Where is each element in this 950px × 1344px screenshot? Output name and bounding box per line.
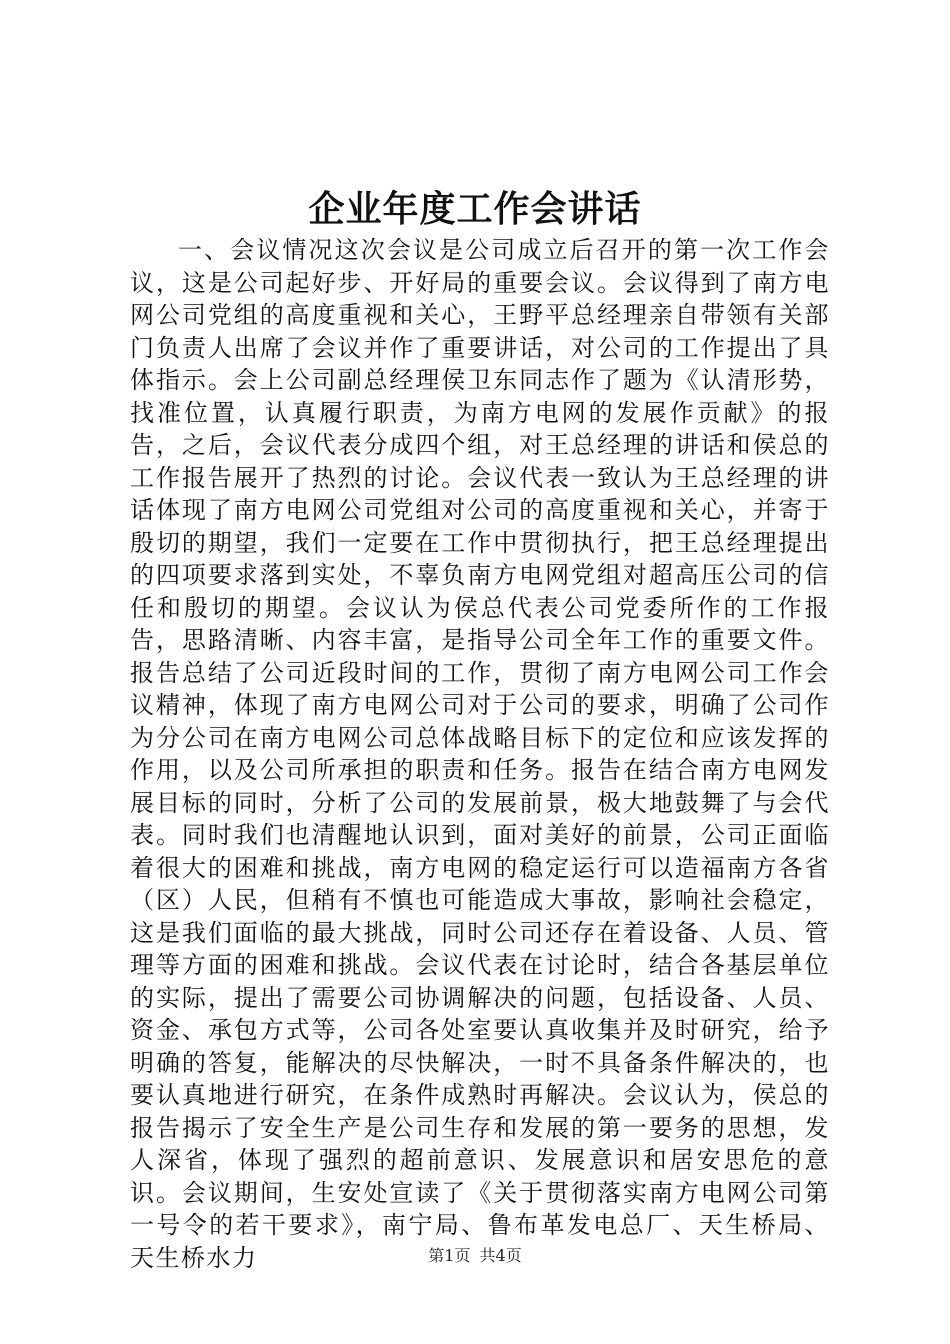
document-title: 企业年度工作会讲话 <box>308 188 642 230</box>
page-total: 共4页 <box>479 1246 522 1265</box>
page-number: 第1页 <box>428 1246 471 1265</box>
body-paragraph: 一、会议情况这次会议是公司成立后召开的第一次工作会议，这是公司起好步、开好局的重要会议。会议得到了南方电网公司党组的高度重视和关心，王野平总经理亲自带领有关部门负责人出席了会议并作了重要讲话，对公司的工作提出了具体指示。会上公司副总经理侯卫东同志作了题为《认清形势，找准位置，认真履行职责，为南方电网的发展作贡献》的报告，之后，会议代表分成四个组，对王总经理的讲话和侯总的工作报告展开了热烈的讨论。会议代表一致认为王总经理的讲话体现了南方电网公司党组对公司的高度重视和关心，并寄于殷切的期望，我们一定要在工作中贯彻执行，把王总经理提出的四项要求落到实处，不辜负南方电网党组对超高压公司的信任和殷切的期望。会议认为侯总代表公司党委所作的工作报告，思路清晰、内容丰富，是指导公司全年工作的重要文件。报告总结了公司近段时间的工作，贯彻了南方电网公司工作会议精神，体现了南方电网公司对于公司的要求，明确了公司作为分公司在南方电网公司总体战略目标下的定位和应该发挥的作用，以及公司所承担的职责和任务。报告在结合南方电网发展目标的同时，分析了公司的发展前景，极大地鼓舞了与会代表。同时我们也清醒地认识到，面对美好的前景，公司正面临着很大的困难和挑战，南方电网的稳定运行可以造福南方各省（区）人民，但稍有不慎也可能造成大事故，影响社会稳定，这是我们面临的最大挑战，同时公司还存在着设备、人员、管理等方面的困难和挑战。会议代表在讨论时，结合各基层单位的实际，提出了需要公司协调解决的问题，包括设备、人员、资金、承包方式等，公司各处室要认真收集并及时研究，给予明确的答复，能解决的尽快解决，一时不具备条件解决的，也要认真地进行研究，在条件成熟时再解决。会议认为，侯总的报告揭示了安全生产是公司生存和发展的第一要务的思想，发人深省，体现了强烈的超前意识、发展意识和居安思危的意识。会议期间，生安处宣读了《关于贯彻落实南方电网公司第一号令的若干要求》，南宁局、鲁布革发电总厂、天生桥局、天生桥水力 <box>130 236 830 1272</box>
page-footer <box>0 1244 950 1268</box>
